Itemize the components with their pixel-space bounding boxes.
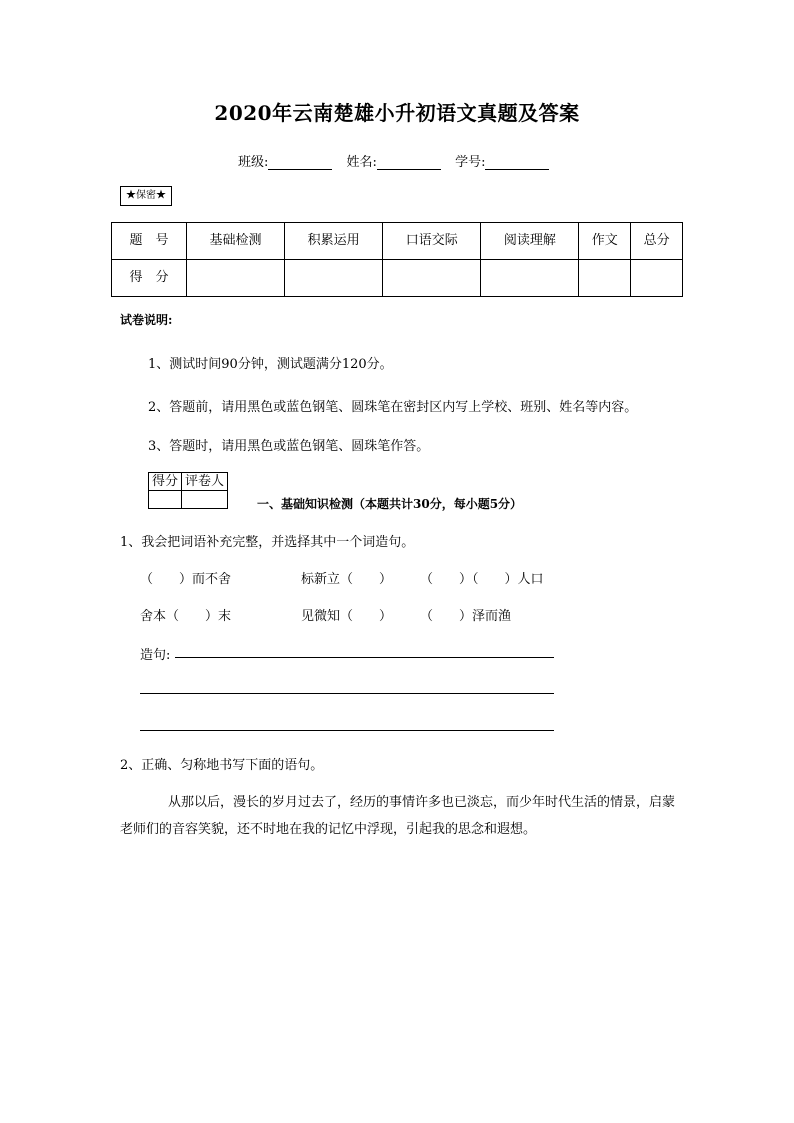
confidential-badge: ★保密★ <box>120 186 172 206</box>
score-cell[interactable] <box>631 260 683 297</box>
grader-name-cell[interactable] <box>182 491 228 509</box>
score-header-cell: 积累运用 <box>285 223 383 260</box>
name-label: 姓名: <box>346 155 377 170</box>
name-field <box>347 151 441 170</box>
score-cell[interactable] <box>383 260 481 297</box>
question-prompt: 2、正确、匀称地书写下面的语句。 <box>120 758 324 773</box>
class-label: 班级: <box>238 155 269 170</box>
score-header-cell: 基础检测 <box>186 223 284 260</box>
id-blank[interactable] <box>485 155 549 170</box>
score-cell[interactable] <box>186 260 284 297</box>
score-header-cell: 作文 <box>579 223 631 260</box>
name-blank[interactable] <box>377 155 441 170</box>
answer-line[interactable] <box>140 693 554 694</box>
sentence-label: 造句: <box>140 648 171 663</box>
grader-box <box>148 472 228 509</box>
id-label: 学号: <box>455 155 486 170</box>
instruction-item: 3、答题时，请用黑色或蓝色钢笔、圆珠笔作答。 <box>148 439 430 454</box>
grader-score-label: 得分 <box>149 473 182 491</box>
score-cell[interactable] <box>285 260 383 297</box>
score-header-cell: 口语交际 <box>383 223 481 260</box>
id-field <box>455 151 549 170</box>
class-field <box>238 151 332 170</box>
score-cell[interactable] <box>579 260 631 297</box>
score-table <box>111 222 683 297</box>
answer-line[interactable] <box>175 657 554 658</box>
score-row-label: 得 分 <box>112 260 187 297</box>
grader-name-label: 评卷人 <box>182 473 228 491</box>
idiom-item: （ ）而不舍 <box>140 572 232 587</box>
score-table-header-row <box>112 223 683 260</box>
idiom-item: 舍本（ ）末 <box>140 609 232 624</box>
page-title: 2020年云南楚雄小升初语文真题及答案 <box>214 101 580 125</box>
section-heading: 一、基础知识检测（本题共计30分，每小题5分） <box>257 497 523 511</box>
score-header-cell: 总分 <box>631 223 683 260</box>
class-blank[interactable] <box>268 155 332 170</box>
idiom-item: （ ）（ ）人口 <box>420 572 544 587</box>
idiom-item: 标新立（ ） <box>301 572 393 587</box>
instructions-heading: 试卷说明: <box>120 313 173 327</box>
question-prompt: 1、我会把词语补充完整，并选择其中一个词造句。 <box>120 535 415 550</box>
student-info-line <box>238 151 559 170</box>
instruction-item: 2、答题前，请用黑色或蓝色钢笔、圆珠笔在密封区内写上学校、班别、姓名等内容。 <box>148 400 638 415</box>
score-header-cell: 阅读理解 <box>481 223 579 260</box>
score-table-score-row <box>112 260 683 297</box>
copy-passage: 从那以后，漫长的岁月过去了，经历的事情许多也已淡忘，而少年时代生活的情景，启蒙老师们的音容笑貌，还不时地在我的记忆中浮现，引起我的思念和遐想。 <box>120 795 676 837</box>
answer-line[interactable] <box>140 730 554 731</box>
idiom-item: 见微知（ ） <box>301 609 393 624</box>
score-header-cell: 题 号 <box>112 223 187 260</box>
score-cell[interactable] <box>481 260 579 297</box>
grader-score-cell[interactable] <box>149 491 182 509</box>
instruction-item: 1、测试时间90分钟，测试题满分120分。 <box>148 357 393 372</box>
idiom-item: （ ）泽而渔 <box>420 609 512 624</box>
